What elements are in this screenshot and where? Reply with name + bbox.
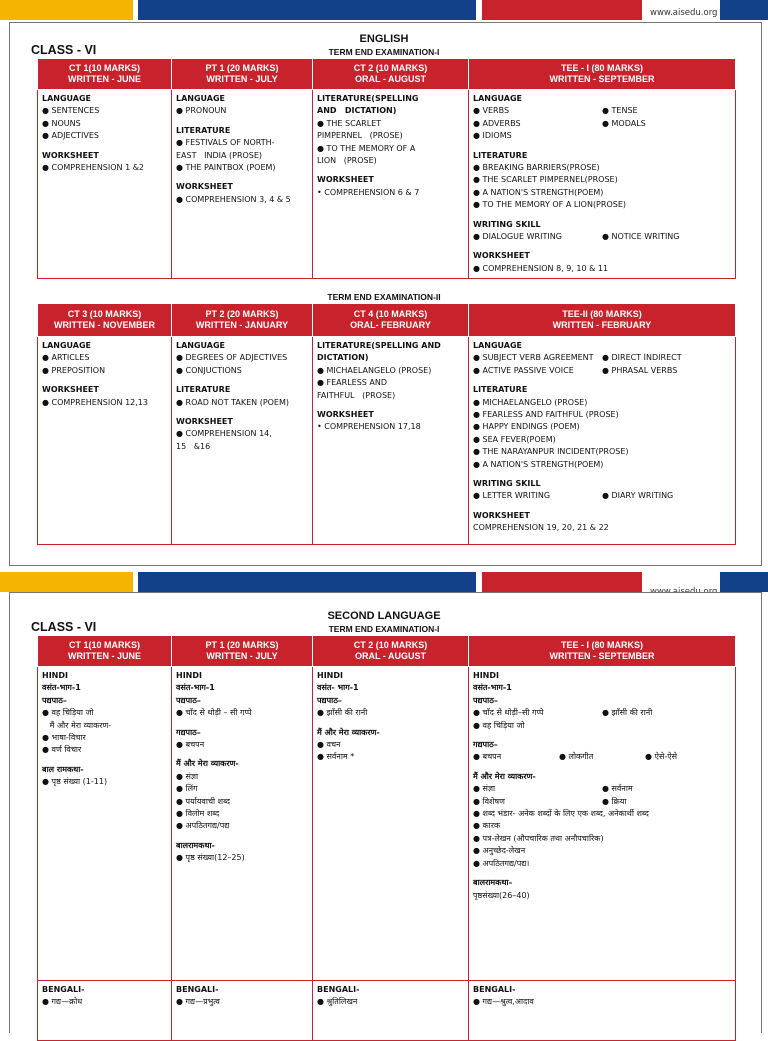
section-heading: LITERATURE (473, 385, 528, 395)
list-item: ● अपठितगद्य/पद्य। (473, 858, 530, 868)
syllabus-cell (313, 90, 469, 279)
list-item: ● श्रुतिलिखन (317, 997, 358, 1007)
subject-title: ENGLISH (359, 33, 409, 45)
list-item: ● FESTIVALS OF NORTH-EAST INDIA (PROSE) (176, 138, 275, 160)
syllabus-cell (38, 337, 172, 545)
spacer (473, 377, 731, 384)
schedule-table-second-language (37, 635, 736, 1041)
list-item: ● LETTER WRITING (473, 491, 551, 501)
section-heading: HINDI (473, 671, 499, 680)
list-item: ● TO THE MEMORY OF A LION (PROSE) (317, 143, 416, 166)
spacer (42, 377, 167, 384)
section-heading: LITERATURE(SPELLING AND DICTATION) (317, 341, 441, 363)
item-row (473, 130, 731, 142)
spacer (317, 720, 464, 727)
list-item: ● कारक (473, 821, 501, 831)
syllabus-cell (469, 90, 736, 279)
list-item: ● COMPREHENSION 1 &2 (42, 163, 145, 173)
spacer (473, 870, 731, 877)
section-heading: गद्यपाठ– (176, 727, 201, 737)
list-item: ● सर्वनाम (602, 784, 633, 794)
syllabus-cell (469, 667, 736, 981)
list-item: ● PHRASAL VERBS (602, 365, 678, 375)
syllabus-cell (313, 667, 469, 981)
section-heading: BENGALI- (42, 985, 85, 994)
column-header: CT 4 (10 MARKS) ORAL- FEBRUARY (313, 304, 469, 337)
section-heading: BENGALI- (473, 985, 516, 994)
list-item: ● TENSE (602, 106, 638, 116)
section-heading: BENGALI- (317, 985, 360, 994)
section-heading: मैं और मेरा व्याकरण- (473, 771, 536, 781)
list-item: ● सर्वनाम * (317, 752, 355, 762)
list-item: ● COMPREHENSION 14, 15 &16 (176, 429, 272, 451)
header-stripe-navy (138, 572, 476, 592)
list-item: ● भाषा-विचार (42, 733, 86, 743)
spacer (317, 167, 464, 174)
list-item: ● PREPOSITION (42, 365, 106, 375)
section-heading: WORKSHEET (176, 182, 233, 192)
section-heading: गद्यपाठ– (473, 740, 498, 750)
section-heading: मैं और मेरा व्याकरण- (317, 727, 380, 737)
item-row (473, 783, 731, 795)
list-item: ● HAPPY ENDINGS (POEM) (473, 422, 580, 432)
list-item: ● DEGREES OF ADJECTIVES (176, 353, 288, 363)
section-heading: बालरामकथा– (473, 878, 513, 888)
list-item: ● COMPREHENSION 12,13 (42, 397, 148, 407)
section-heading: पद्यपाठ– (473, 695, 498, 705)
section-heading: LANGUAGE (42, 341, 92, 350)
list-item: ● THE SCARLET PIMPERNEL(PROSE) (473, 175, 618, 185)
section-heading: पद्यपाठ– (176, 695, 201, 705)
list-item: ● MICHAELANGELO (PROSE) (317, 365, 432, 375)
column-header: CT 2 (10 MARKS) ORAL - AUGUST (313, 59, 469, 90)
header-stripe-yellow (0, 0, 133, 20)
term-title: TERM END EXAMINATION-I (328, 47, 440, 57)
section-heading: LITERATURE (473, 150, 528, 160)
schedule-table-term-2 (37, 303, 736, 545)
spacer (176, 833, 308, 840)
section-heading: WRITING SKILL (473, 479, 541, 489)
section-heading: HINDI (317, 671, 343, 680)
item-row (473, 707, 731, 719)
section-heading: WORKSHEET (317, 175, 374, 185)
list-item (602, 130, 731, 142)
list-item: ● वह चिड़िया जो (42, 708, 94, 718)
section-heading: मैं और मेरा व्याकरण- (176, 759, 239, 769)
syllabus-cell (172, 667, 313, 981)
list-item: ● THE PAINTBOX (POEM) (176, 163, 276, 173)
section-heading: पद्यपाठ– (317, 695, 342, 705)
subject-title: SECOND LANGUAGE (327, 610, 441, 622)
section-heading: वसंत-भाग-1 (176, 683, 215, 693)
list-item: ● FEARLESS AND FAITHFUL (PROSE) (473, 410, 619, 420)
list-item: • COMPREHENSION 17,18 (317, 422, 421, 432)
list-item: ● BREAKING BARRIERS(PROSE) (473, 163, 600, 173)
bengali-cell (469, 981, 736, 1041)
header-stripe-navy (138, 0, 476, 20)
list-item: ● गद्य—क्रोध (42, 997, 83, 1007)
class-label: CLASS - VI (31, 43, 97, 57)
section-heading: LANGUAGE (42, 94, 92, 103)
list-item: ● MODALS (602, 118, 646, 128)
spacer (317, 402, 464, 409)
header-stripe-navy-right (720, 0, 768, 20)
list-item: ● क्रिया (602, 796, 627, 806)
section-heading: LITERATURE (176, 125, 231, 135)
spacer (473, 143, 731, 150)
list-item: पृष्ठसंख्या(26–40) (473, 890, 530, 900)
list-item: ● SEA FEVER(POEM) (473, 434, 556, 444)
list-item: ● IDIOMS (473, 131, 512, 141)
list-item: ● A NATION'S STRENGTH(POEM) (473, 459, 604, 469)
list-item: ● विलोम शब्द (176, 809, 220, 819)
list-item: ● ACTIVE PASSIVE VOICE (473, 365, 574, 375)
syllabus-cell (469, 337, 736, 545)
list-item: ● बचपन (473, 752, 502, 762)
column-header: PT 2 (20 MARKS) WRITTEN - JANUARY (172, 304, 313, 337)
section-heading: WORKSHEET (42, 385, 99, 395)
spacer (176, 174, 308, 181)
syllabus-cell (172, 337, 313, 545)
list-item: ● पर्यायवाची शब्द (176, 796, 230, 806)
list-item: ● ARTICLES (42, 353, 90, 363)
section-heading: वसंत-भाग-1 (473, 683, 512, 693)
list-item: ● TO THE MEMORY OF A LION(PROSE) (473, 200, 626, 210)
column-header: PT 1 (20 MARKS) WRITTEN - JULY (172, 636, 313, 667)
term-title: TERM END EXAMINATION-II (327, 292, 441, 302)
syllabus-cell (172, 90, 313, 279)
syllabus-cell (38, 667, 172, 981)
term-title: TERM END EXAMINATION-I (328, 624, 440, 634)
list-item: ● पृष्ठ संख्या (1-11) (42, 777, 108, 787)
column-header: CT 2 (10 MARKS) ORAL - AUGUST (313, 636, 469, 667)
header-stripe-yellow (0, 572, 133, 592)
list-item: ● A NATION'S STRENGTH(POEM) (473, 187, 604, 197)
list-item: मैं और मेरा व्याकरण- (42, 720, 112, 730)
bengali-cell (38, 981, 172, 1041)
item-row (473, 105, 731, 117)
item-row (473, 720, 731, 732)
item-row (473, 365, 731, 377)
spacer (473, 764, 731, 771)
list-item: ● ADJECTIVES (42, 131, 100, 141)
list-item: ● PRONOUN (176, 106, 227, 116)
section-heading: वसंत- भाग-1 (317, 683, 359, 693)
list-item: ● संज्ञा (473, 784, 496, 794)
spacer (176, 751, 308, 758)
list-item: ● ROAD NOT TAKEN (POEM) (176, 397, 290, 407)
spacer (473, 503, 731, 510)
bengali-cell (172, 981, 313, 1041)
section-heading: BENGALI- (176, 985, 219, 994)
section-heading: HINDI (42, 671, 68, 680)
list-item: ● झाँसी की रानी (317, 708, 368, 718)
site-url[interactable]: www.aisedu.org (650, 8, 718, 18)
section-heading: HINDI (176, 671, 202, 680)
list-item: ● चाँद से थोड़ी–सी गप्पे (473, 708, 544, 718)
section-heading: LANGUAGE (473, 341, 523, 350)
spacer (176, 720, 308, 727)
list-item: • COMPREHENSION 6 & 7 (317, 187, 420, 197)
section-heading: LANGUAGE (473, 94, 523, 103)
list-item: ● संज्ञा (176, 771, 199, 781)
list-item: ● ADVERBS (473, 118, 521, 128)
column-header: CT 3 (10 MARKS) WRITTEN - NOVEMBER (38, 304, 172, 337)
item-row (473, 231, 731, 243)
list-item: ● विशेषण (473, 796, 505, 806)
spacer (42, 143, 167, 150)
section-heading: WORKSHEET (176, 417, 233, 427)
item-row (473, 118, 731, 130)
section-heading: WORKSHEET (473, 510, 530, 520)
spacer (42, 757, 167, 764)
list-item: ● THE NARAYANPUR INCIDENT(PROSE) (473, 447, 629, 457)
list-item: ● COMPREHENSION 3, 4 & 5 (176, 194, 291, 204)
column-header: TEE-II (80 MARKS) WRITTEN - FEBRUARY (469, 304, 736, 337)
header-stripe-red (482, 572, 642, 592)
item-row (473, 490, 731, 502)
list-item (602, 720, 731, 732)
schedule-table-term-1 (37, 58, 736, 279)
list-item: ● अपठितगद्य/पद्य (176, 821, 230, 831)
item-row (473, 751, 731, 763)
list-item: ● चाँद से थोड़ी – सी गप्पे (176, 708, 252, 718)
spacer (176, 118, 308, 125)
item-row (473, 796, 731, 808)
list-item: COMPREHENSION 19, 20, 21 & 22 (473, 523, 609, 533)
section-heading: बालरामकथा- (176, 840, 215, 850)
list-item: ● गद्य—प्रभुत्व (176, 997, 220, 1007)
section-heading: WORKSHEET (317, 410, 374, 420)
list-item: ● THE SCARLET PIMPERNEL (PROSE) (317, 118, 403, 141)
list-item: ● NOTICE WRITING (602, 232, 680, 242)
list-item: ● अनुच्छेद-लेखन (473, 846, 526, 856)
list-item: ● लोकगीत (559, 752, 594, 762)
list-item: ● COMPREHENSION 8, 9, 10 & 11 (473, 263, 609, 273)
list-item: ● NOUNS (42, 118, 81, 128)
syllabus-cell (313, 337, 469, 545)
header-stripe-red (482, 0, 642, 20)
list-item: ● झाँसी की रानी (602, 708, 653, 718)
class-label: CLASS - VI (31, 620, 97, 634)
list-item: ● वचन (317, 740, 341, 750)
section-heading: LITERATURE (176, 385, 231, 395)
list-item: ● लिंग (176, 784, 198, 794)
list-item: ● पृष्ठ संख्या(12–25) (176, 853, 245, 863)
list-item: ● VERBS (473, 106, 510, 116)
spacer (176, 377, 308, 384)
spacer (473, 471, 731, 478)
list-item: ● SUBJECT VERB AGREEMENT (473, 353, 594, 363)
syllabus-cell (38, 90, 172, 279)
list-item: ● शब्द भंडार- अनेक शब्दों के लिए एक शब्द, अनेकार्थी शब्द (473, 809, 649, 819)
column-header: TEE - I (80 MARKS) WRITTEN - SEPTEMBER (469, 59, 736, 90)
list-item: ● DIARY WRITING (602, 491, 674, 501)
bengali-cell (313, 981, 469, 1041)
section-heading: WORKSHEET (42, 150, 99, 160)
section-heading: LANGUAGE (176, 341, 226, 350)
list-item: ● DIRECT INDIRECT (602, 353, 682, 363)
item-row (473, 352, 731, 364)
section-heading: WORKSHEET (473, 251, 530, 261)
section-heading: वसंत-भाग-1 (42, 683, 81, 693)
section-heading: LANGUAGE (176, 94, 226, 103)
column-header: PT 1 (20 MARKS) WRITTEN - JULY (172, 59, 313, 90)
section-heading: बाल रामकथा- (42, 764, 84, 774)
column-header: TEE - I (80 MARKS) WRITTEN - SEPTEMBER (469, 636, 736, 667)
column-header: CT 1(10 MARKS) WRITTEN - JUNE (38, 636, 172, 667)
spacer (473, 212, 731, 219)
list-item: ● बचपन (176, 740, 205, 750)
list-item: ● SENTENCES (42, 106, 100, 116)
column-header: CT 1(10 MARKS) WRITTEN - JUNE (38, 59, 172, 90)
list-item: ● DIALOGUE WRITING (473, 232, 562, 242)
list-item: ● वर्ण विचार (42, 745, 82, 755)
list-item: ● MICHAELANGELO (PROSE) (473, 397, 588, 407)
spacer (176, 409, 308, 416)
spacer (473, 243, 731, 250)
section-heading: LITERATURE(SPELLING AND DICTATION) (317, 94, 419, 116)
section-heading: WRITING SKILL (473, 219, 541, 229)
list-item: ● FEARLESS AND FAITHFUL (PROSE) (317, 378, 396, 400)
list-item: ● गद्य—श्रुत्व,आदाव (473, 997, 534, 1007)
list-item: ● पत्र-लेखन (औपचारिक तथा अनौपचारिक) (473, 833, 604, 843)
list-item: ● CONJUCTIONS (176, 365, 242, 375)
section-heading: पद्यपाठ– (42, 695, 67, 705)
list-item: ● वह चिड़िया जो (473, 720, 525, 730)
list-item: ● ऐसे-ऐसे (645, 752, 678, 762)
header-stripe-navy-right (720, 572, 768, 592)
spacer (473, 732, 731, 739)
